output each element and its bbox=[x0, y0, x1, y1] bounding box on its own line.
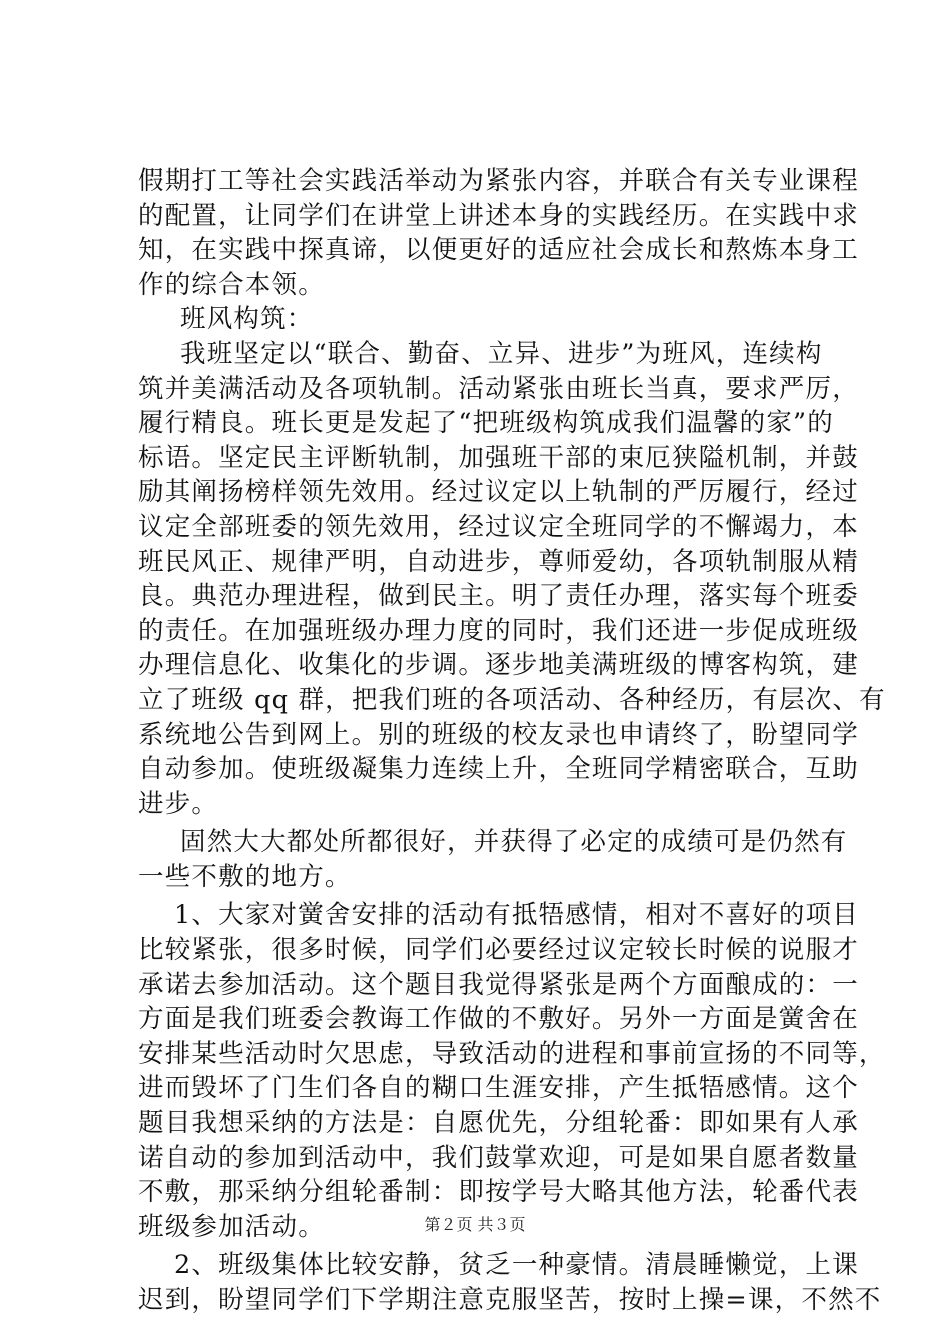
text-line: 班民风正、规律严明，自动进步，尊师爱幼，各项轨制服从精 bbox=[138, 546, 859, 577]
text-line: 标语。坚定民主评断轨制，加强班干部的束厄狭隘机制，并鼓 bbox=[138, 442, 859, 473]
text-line: 筑并美满活动及各项轨制。活动紧张由班长当真，要求严厉， bbox=[138, 373, 859, 404]
text-line: 承诺去参加活动。这个题目我觉得紧张是两个方面酿成的：一 bbox=[138, 969, 859, 1000]
text-line: 固然大大都处所都很好，并获得了必定的成绩可是仍然有 bbox=[180, 827, 848, 858]
document-body bbox=[138, 164, 886, 1318]
section-heading: 班风构筑： bbox=[180, 304, 314, 335]
text-line: 立了班级 qq 群，把我们班的各项活动、各种经历，有层次、有 bbox=[138, 684, 886, 715]
text-line: 自动参加。使班级凝集力连续上升，全班同学精密联合，互助 bbox=[138, 754, 859, 785]
text-line: 一些不敷的地方。 bbox=[138, 861, 352, 892]
text-line: 作的综合本领。 bbox=[138, 269, 325, 300]
text-line: 系统地公告到网上。别的班级的校友录也申请终了，盼望同学 bbox=[138, 719, 859, 750]
text-line: 班级参加活动。 bbox=[138, 1211, 325, 1242]
text-line: 知，在实践中探真谛，以便更好的适应社会成长和熬炼本身工 bbox=[138, 235, 859, 266]
list-item-1: 1、大家对黉舍安排的活动有抵牾感情，相对不喜好的项目 bbox=[174, 900, 859, 931]
text-line: 进而毁坏了门生们各自的糊口生涯安排，产生抵牾感情。这个 bbox=[138, 1073, 859, 1104]
page-number-footer: 第２页 共３页 bbox=[424, 1215, 526, 1234]
text-line: 我班坚定以“联合、勤奋、立异、进步”为班风，连续构 bbox=[180, 338, 823, 369]
text-line: 办理信息化、收集化的步调。逐步地美满班级的博客构筑，建 bbox=[138, 650, 859, 681]
text-line: 议定全部班委的领先效用，经过议定全班同学的不懈竭力，本 bbox=[138, 511, 859, 542]
text-line: 良。典范办理进程，做到民主。明了责任办理，落实每个班委 bbox=[138, 581, 859, 612]
text-line: 安排某些活动时欠思虑，导致活动的进程和事前宣扬的不同等， bbox=[138, 1038, 886, 1069]
text-line: 假期打工等社会实践活举动为紧张内容，并联合有关专业课程 bbox=[138, 166, 859, 196]
text-line: 方面是我们班委会教诲工作做的不敷好。另外一方面是黉舍在 bbox=[138, 1004, 859, 1035]
text-line: 的责任。在加强班级办理力度的同时，我们还进一步促成班级 bbox=[138, 615, 859, 646]
text-line: 励其阐扬榜样领先效用。经过议定以上轨制的严厉履行，经过 bbox=[138, 477, 859, 508]
text-line: 进步。 bbox=[138, 788, 219, 819]
list-item-2: 2、班级集体比较安静，贫乏一种豪情。清晨睡懒觉，上课 bbox=[174, 1250, 859, 1281]
text-line: 迟到，盼望同学们下学期注意克服坚苦，按时上操=课，不然不 bbox=[138, 1285, 882, 1315]
text-line: 的配置，让同学们在讲堂上讲述本身的实践经历。在实践中求 bbox=[138, 200, 859, 231]
text-line: 比较紧张，很多时候，同学们必要经过议定较长时候的说服才 bbox=[138, 935, 859, 966]
text-line: 诺自动的参加到活动中，我们鼓掌欢迎，可是如果自愿者数量 bbox=[138, 1142, 859, 1173]
text-line: 不敷，那采纳分组轮番制：即按学号大略其他方法，轮番代表 bbox=[138, 1177, 859, 1208]
text-line: 履行精良。班长更是发起了“把班级构筑成我们温馨的家”的 bbox=[138, 408, 834, 439]
text-line: 题目我想采纳的方法是：自愿优先，分组轮番：即如果有人承 bbox=[138, 1108, 859, 1139]
